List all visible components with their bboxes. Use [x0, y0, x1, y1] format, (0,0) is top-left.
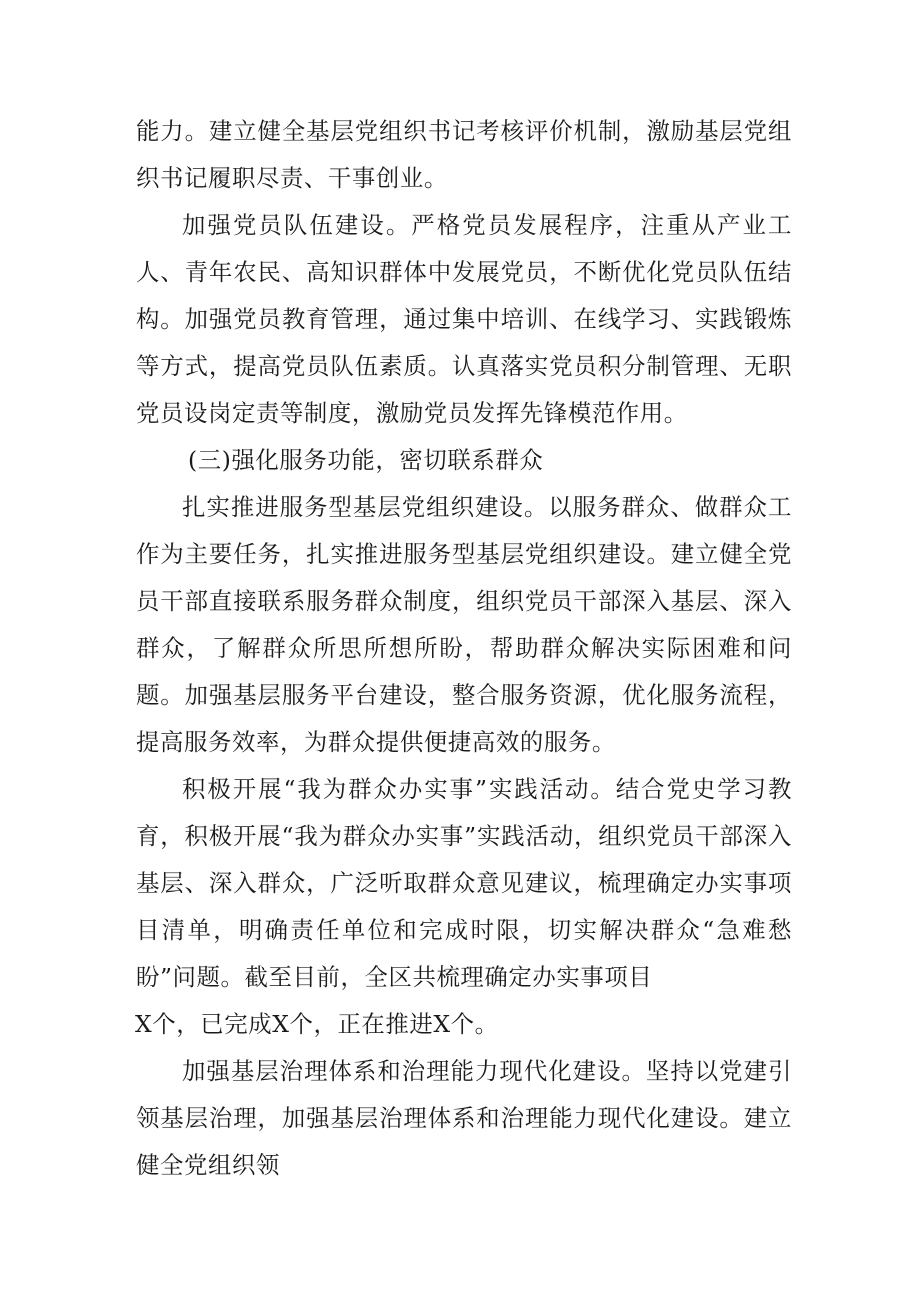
paragraph-4: [136, 766, 792, 1048]
paragraph-4-tail: X个，已完成X个，正在推进X个。: [135, 1010, 499, 1038]
paragraph-1: 能力。建立健全基层党组织书记考核评价机制，激励基层党组织书记履职尽责、干事创业。: [136, 117, 792, 192]
paragraph-5: 加强基层治理体系和治理能力现代化建设。坚持以党建引领基层治理，加强基层治理体系和治理能力现代化建设。建立健全党组织领: [136, 1057, 792, 1179]
paragraph-4-main: 积极开展“我为群众办实事”实践活动。结合党史学习教育，积极开展“我为群众办实事”实践活动，组织党员干部深入基层、深入群众，广泛听取群众意见建议，梳理确定办实事项目清单，明确责任单位和完成时限，切实解决群众“急难愁盼”问题。截至目前，全区共梳理确定办实事项目: [136, 775, 792, 991]
paragraph-3: 扎实推进服务型基层党组织建设。以服务群众、做群众工作为主要任务，扎实推进服务型基层党组织建设。建立健全党员干部直接联系服务群众制度，组织党员干部深入基层、深入群众，了解群众所思所想所盼，帮助群众解决实际困难和问题。加强基层服务平台建设，整合服务资源，优化服务流程，提高服务效率，为群众提供便捷高效的服务。: [136, 493, 792, 756]
paragraph-2: 加强党员队伍建设。严格党员发展程序，注重从产业工人、青年农民、高知识群体中发展党员，不断优化党员队伍结构。加强党员教育管理，通过集中培训、在线学习、实践锻炼等方式，提高党员队伍素质。认真落实党员积分制管理、无职党员设岗定责等制度，激励党员发挥先锋模范作用。: [136, 211, 792, 427]
section-heading: (三)强化服务功能，密切联系群众: [188, 446, 544, 474]
document-body: [136, 108, 792, 1189]
